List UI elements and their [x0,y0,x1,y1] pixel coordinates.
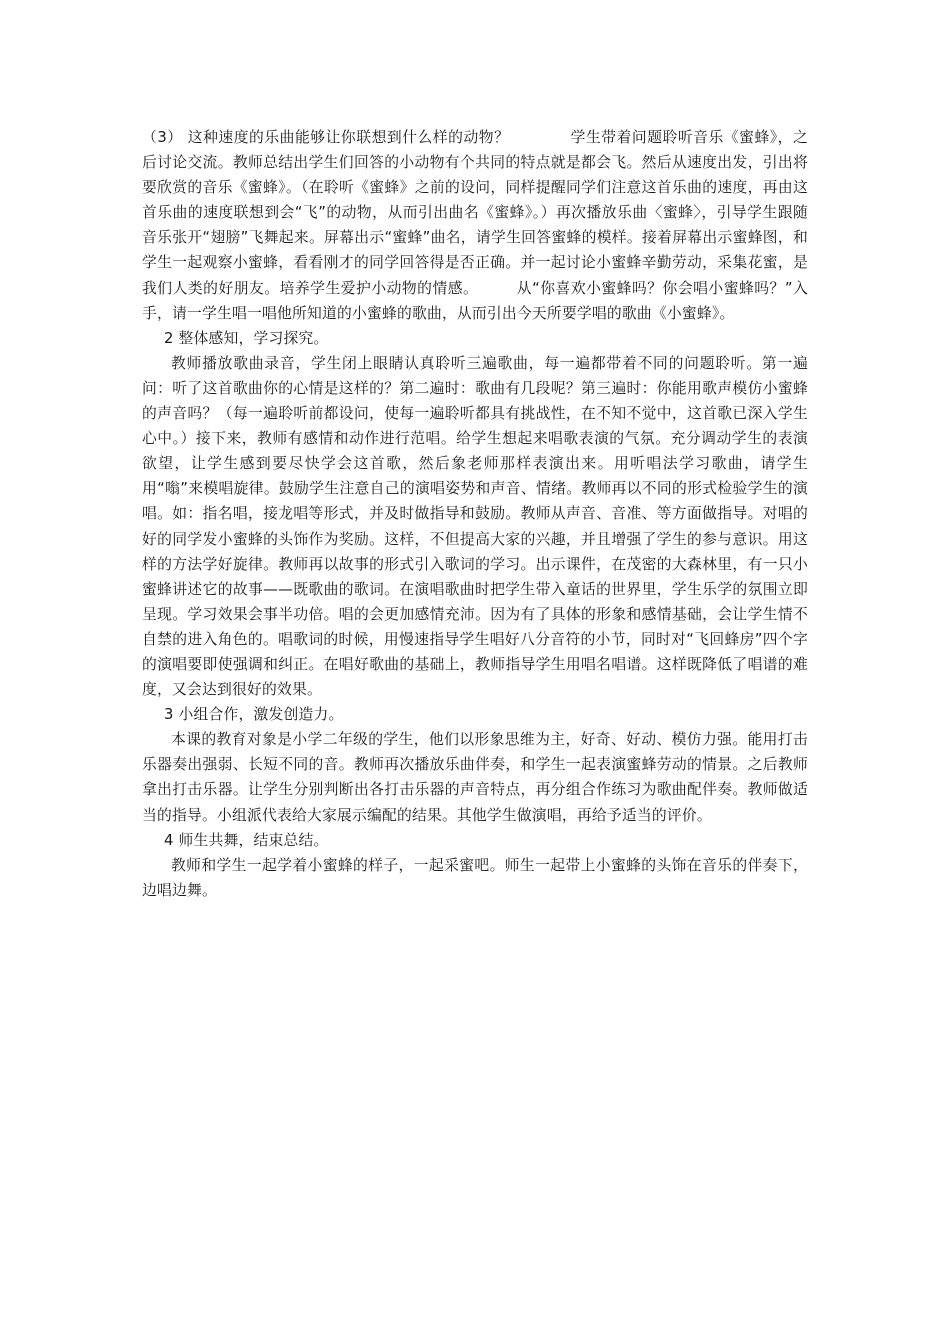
paragraph-overall-perception: 教师播放歌曲录音，学生闭上眼睛认真聆听三遍歌曲，每一遍都带着不同的问题聆听。第一遍问：听了这首歌曲你的心情是这样的？第二遍时：歌曲有几段呢？第三遍时：你能用歌声模仿小蜜蜂的声音吗？（每一遍聆听前都设问，使每一遍聆听都具有挑战性，在不知不觉中，这首歌已深入学生心中。）接下来，教师有感情和动作进行范唱。给学生想起来唱歌表演的气氛。充分调动学生的表演欲望，让学生感到要尽快学会这首歌，然后象老师那样表演出来。用听唱法学习歌曲，请学生用“嗡”来模唱旋律。鼓励学生注意自己的演唱姿势和声音、情绪。教师再以不同的形式检验学生的演唱。如：指名唱，接龙唱等形式，并及时做指导和鼓励。教师从声音、音准、等方面做指导。对唱的好的同学发小蜜蜂的头饰作为奖励。这样，不但提高大家的兴趣，并且增强了学生的参与意识。用这样的方法学好旋律。教师再以故事的形式引入歌词的学习。出示课件，在茂密的大森林里，有一只小蜜蜂讲述它的故事——既歌曲的歌词。在演唱歌曲时把学生带入童话的世界里，学生乐学的氛围立即呈现。学习效果会事半功倍。唱的会更加感情充沛。因为有了具体的形象和感情基础，会让学生情不自禁的进入角色的。唱歌词的时候，用慢速指导学生唱好八分音符的小节，同时对“飞回蜂房”四个字的演唱要即使强调和纠正。在唱好歌曲的基础上，教师指导学生用唱名唱谱。这样既降低了唱谱的难度，又会达到很好的效果。 [142,354,808,699]
section-heading-4: 4 师生共舞，结束总结。 [164,831,329,849]
section-heading-2: 2 整体感知，学习探究。 [164,329,329,347]
section-heading-3: 3 小组合作，激发创造力。 [164,706,344,724]
paragraph-dance-summary: 教师和学生一起学着小蜜蜂的样子，一起采蜜吧。师生一起带上小蜜蜂的头饰在音乐的伴奏下，边唱边舞。 [142,856,808,899]
paragraph-group-cooperation: 本课的教育对象是小学二年级的学生，他们以形象思维为主，好奇、好动、模仿力强。能用打击乐器奏出强弱、长短不同的音。教师再次播放乐曲伴奏，和学生一起表演蜜蜂劳动的情景。之后教师拿出打击乐器。让学生分别判断出各打击乐器的声音特点，再分组合作练习为歌曲配伴奏。教师做适当的指导。小组派代表给大家展示编配的结果。其他学生做演唱，再给予适当的评价。 [142,731,808,824]
document-body [142,125,808,903]
paragraph-intro-question: （3） 这种速度的乐曲能够让你联想到什么样的动物？ 学生带着问题聆听音乐《蜜蜂》，之后讨论交流。教师总结出学生们回答的小动物有个共同的特点就是都会飞。然后从速度出发，引出将要欣赏的音乐《蜜蜂》。（在聆听《蜜蜂》之前的设问，同样提醒同学们注意这首乐曲的速度，再由这首乐曲的速度联想到会“飞”的动物，从而引出曲名《蜜蜂》。）再次播放乐曲〈蜜蜂〉，引导学生跟随音乐张开“翅膀”飞舞起来。屏幕出示“蜜蜂”曲名，请学生回答蜜蜂的模样。接着屏幕出示蜜蜂图，和学生一起观察小蜜蜂，看看刚才的同学回答得是否正确。并一起讨论小蜜蜂辛勤劳动，采集花蜜，是我们人类的好朋友。培养学生爱护小动物的情感。 从“你喜欢小蜜蜂吗？你会唱小蜜蜂吗？”入手，请一学生唱一唱他所知道的小蜜蜂的歌曲，从而引出今天所要学唱的歌曲《小蜜蜂》。 [142,129,808,322]
